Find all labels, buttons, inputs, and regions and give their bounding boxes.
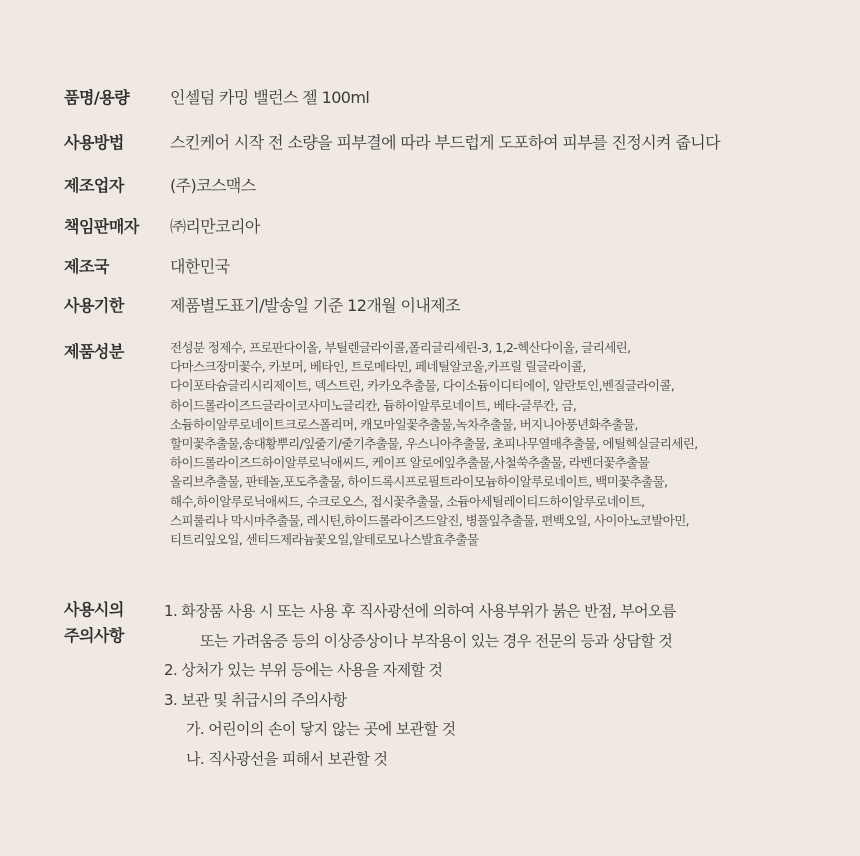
ingredients-line: 해수,하이알루로닉애씨드, 수크로오스, 접시꽃추출물, 소듐아세틸레이티드하이알루로네이트, <box>170 493 645 509</box>
seller-value: ㈜리만코리아 <box>170 217 260 236</box>
product-name-label: 품명/용량 <box>64 88 130 107</box>
caution-list <box>164 597 824 774</box>
caution-item-3a: 가. 어린이의 손이 닿지 않는 곳에 보관할 것 <box>186 720 456 738</box>
expiry-value: 제품별도표기/발송일 기준 12개월 이내제조 <box>170 296 460 315</box>
ingredients-line: 하이드롤라이즈드글라이코사미노글리칸, 듐하이알루로네이트, 베타-글루칸, 금, <box>170 397 577 413</box>
ingredients-line: 하이드롤라이즈드하이알루로닉애씨드, 케이프 알로에잎추출물,사철쑥추출물, 라벤더꽃추출물 <box>170 455 650 471</box>
manufacturer-label: 제조업자 <box>64 176 124 195</box>
ingredients-line: 다이포타슘글리시리제이트, 덱스트린, 카카오추출물, 다이소듐이디티에이, 알란토인,벤질글라이콜, <box>170 378 675 394</box>
caution-item-3: 3. 보관 및 취급시의 주의사항 <box>164 690 347 709</box>
caution-label-line: 사용시의 <box>64 600 124 619</box>
ingredients-line: 할미꽃추출물,송대황뿌리/잎줄기/줄기추출물, 우스니아추출물, 초피나무열매추출물, 에틸헥실글리세린, <box>170 436 698 452</box>
country-value: 대한민국 <box>170 257 230 276</box>
usage-label: 사용방법 <box>64 133 124 152</box>
usage-value: 스킨케어 시작 전 소량을 피부결에 따라 부드럽게 도포하여 피부를 진정시켜 줍니다 <box>170 133 720 152</box>
caution-label <box>64 597 124 649</box>
manufacturer-value: (주)코스맥스 <box>170 176 256 195</box>
caution-item-1-continued: 또는 가려움증 등의 이상증상이나 부작용이 있는 경우 전문의 등과 상담할 것 <box>200 631 673 650</box>
expiry-label: 사용기한 <box>64 296 124 315</box>
ingredients-line: 소듐하이알루로네이트크로스폴리머, 캐모마일꽃추출물,녹차추출물, 버지니아풍년화추출물, <box>170 416 638 432</box>
ingredients-list <box>170 338 820 549</box>
ingredients-line: 전성분 정제수, 프로판다이올, 부틸렌글라이콜,폴리글리세린-3, 1,2-헥산다이올, 글리세린, <box>170 340 631 355</box>
seller-label: 책임판매자 <box>64 217 139 236</box>
product-name-value: 인셀덤 카밍 밸런스 젤 100ml <box>170 88 370 107</box>
ingredients-line: 티트리잎오일, 센티드제라늄꽃오일,알테로모나스발효추출물 <box>170 532 479 548</box>
ingredients-line: 다마스크장미꽃수, 카보머, 베타인, 트로메타민, 페네틸알코올,카프릴 릴글라이콜, <box>170 359 586 375</box>
ingredients-line: 스피룰리나 막시마추출물, 레시틴,하이드롤라이즈드알진, 병풀잎추출물, 편백오일, 사이아노코발아민, <box>170 512 690 528</box>
caution-item-3b: 나. 직사광선을 피해서 보관할 것 <box>186 749 388 768</box>
caution-item-2: 2. 상처가 있는 부위 등에는 사용을 자제할 것 <box>164 661 443 679</box>
ingredients-label: 제품성분 <box>64 342 124 361</box>
caution-label-line: 주의사항 <box>64 626 124 645</box>
caution-item-1: 1. 화장품 사용 시 또는 사용 후 직사광선에 의하여 사용부위가 붉은 반점, 부어오름 <box>164 602 676 620</box>
country-label: 제조국 <box>64 257 109 276</box>
ingredients-line: 올리브추출물, 판테놀,포도추출물, 하이드록시프로필트라이모늄하이알루로네이트, 백미꽃추출물, <box>170 474 668 490</box>
